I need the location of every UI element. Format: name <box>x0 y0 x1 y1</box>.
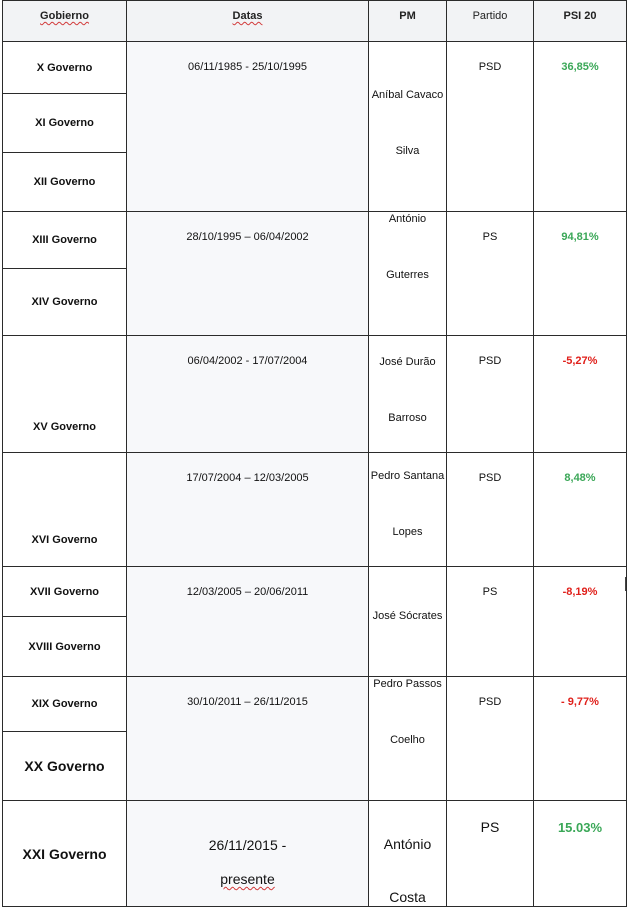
government-cell: XVI Governo <box>3 453 127 567</box>
header-partido: Partido <box>447 1 534 42</box>
psi-cell: 8,48% <box>534 453 627 567</box>
party-cell: PS <box>447 801 534 907</box>
government-cell: XIV Governo <box>3 268 127 335</box>
psi-cell: 36,85% <box>534 42 627 212</box>
psi-cell: 94,81% <box>534 212 627 336</box>
pm-cell: Pedro Santana Lopes <box>369 453 447 567</box>
dates-cell: 17/07/2004 – 12/03/2005 <box>127 453 369 567</box>
government-cell: XIII Governo <box>3 212 127 269</box>
dates-cell: 28/10/1995 – 06/04/2002 <box>127 212 369 336</box>
dates-cell: 06/04/2002 - 17/07/2004 <box>127 336 369 453</box>
psi-cell: -5,27% <box>534 336 627 453</box>
dates-cell: 26/11/2015 - presente <box>127 801 369 907</box>
government-cell: X Governo <box>3 42 127 94</box>
party-cell: PSD <box>447 677 534 801</box>
government-cell: XVIII Governo <box>3 617 127 677</box>
pm-cell: Aníbal Cavaco Silva <box>369 42 447 212</box>
government-cell: XXI Governo <box>3 801 127 907</box>
party-cell: PSD <box>447 336 534 453</box>
table-row <box>3 453 627 567</box>
government-cell: XI Governo <box>3 94 127 153</box>
table-row <box>3 212 627 269</box>
header-datas: Datas <box>127 1 369 42</box>
header-psi: PSI 20 <box>534 1 627 42</box>
psi-cell: - 9,77% <box>534 677 627 801</box>
pm-cell: José Sócrates <box>369 567 447 677</box>
government-cell: XVII Governo <box>3 567 127 617</box>
party-cell: PSD <box>447 42 534 212</box>
party-cell: PS <box>447 212 534 336</box>
dates-cell: 30/10/2011 – 26/11/2015 <box>127 677 369 801</box>
government-cell: XV Governo <box>3 336 127 453</box>
governments-table <box>2 0 627 907</box>
table-row <box>3 677 627 732</box>
psi-cell: -8,19% <box>534 567 627 677</box>
government-cell: XII Governo <box>3 153 127 212</box>
party-cell: PSD <box>447 453 534 567</box>
table-row <box>3 567 627 617</box>
table-row <box>3 336 627 453</box>
header-pm: PM <box>369 1 447 42</box>
pm-cell: António Costa <box>369 801 447 907</box>
table-row <box>3 801 627 907</box>
party-cell: PS <box>447 567 534 677</box>
edge-mark <box>625 577 626 591</box>
government-cell: XIX Governo <box>3 677 127 732</box>
pm-cell: Pedro Passos Coelho <box>369 677 447 801</box>
document-page <box>2 0 626 905</box>
dates-cell: 12/03/2005 – 20/06/2011 <box>127 567 369 677</box>
dates-cell: 06/11/1985 - 25/10/1995 <box>127 42 369 212</box>
table-row <box>3 42 627 94</box>
header-row <box>3 1 627 42</box>
pm-cell: José Durão Barroso <box>369 336 447 453</box>
psi-cell: 15.03% <box>534 801 627 907</box>
government-cell: XX Governo <box>3 732 127 801</box>
pm-cell: António Guterres <box>369 212 447 336</box>
header-gobierno: Gobierno <box>3 1 127 42</box>
